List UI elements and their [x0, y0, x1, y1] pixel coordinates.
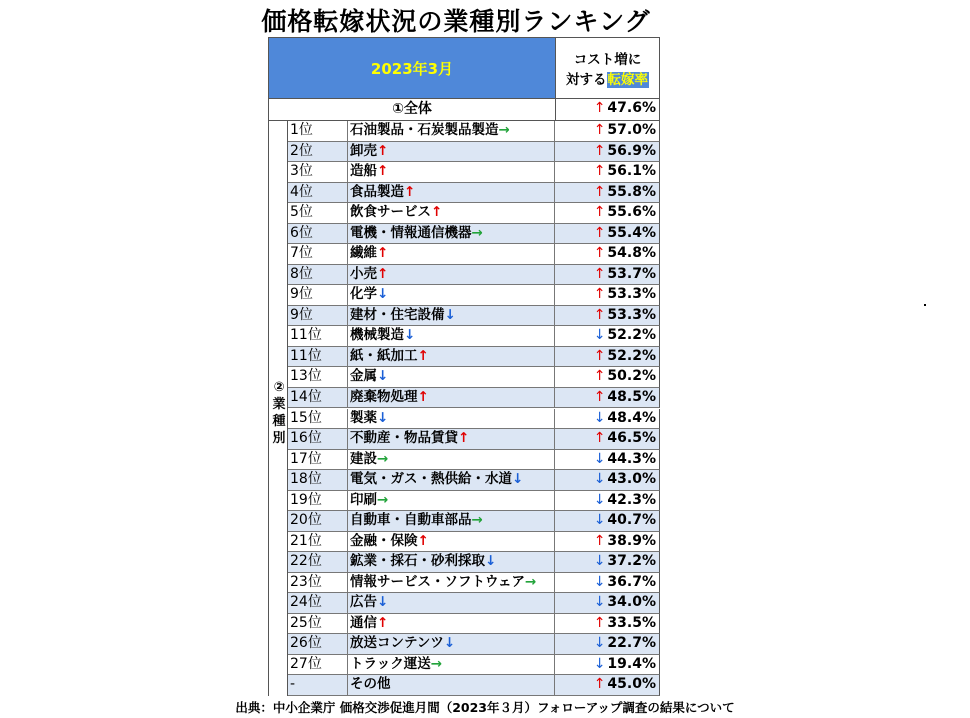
table-cell-rank: - [288, 675, 348, 696]
table-cell-rank: 2位 [288, 142, 348, 163]
table-cell-rank: 24位 [288, 593, 348, 614]
table-cell-value [555, 265, 660, 286]
table-cell-rank: 3位 [288, 162, 348, 183]
table-cell-rank: 21位 [288, 532, 348, 553]
table-cell-rank: 18位 [288, 470, 348, 491]
industry-trend-flat-icon: → [524, 573, 537, 590]
value-text: 40.7% [607, 512, 656, 529]
metric-header [555, 37, 660, 99]
table-cell-rank: 9位 [288, 306, 348, 327]
value-text: 45.0% [607, 676, 656, 693]
value-text: 42.3% [607, 491, 656, 508]
industry-name: 印刷 [350, 491, 377, 508]
table-cell-industry [348, 552, 555, 573]
table-cell-industry [348, 388, 555, 409]
value-trend-down-icon: ↓ [593, 491, 606, 508]
table-cell-value [555, 573, 660, 594]
value-trend-down-icon: ↓ [593, 409, 606, 426]
table-cell-rank: 26位 [288, 634, 348, 655]
value-text: 55.6% [607, 204, 656, 221]
industry-trend-up-icon: ↑ [377, 142, 389, 159]
industry-trend-up-icon: ↑ [404, 183, 416, 200]
value-trend-up-icon: ↑ [593, 347, 606, 364]
industry-name: 繊維 [350, 245, 377, 262]
table-cell-industry [348, 634, 555, 655]
table-cell-rank: 17位 [288, 450, 348, 471]
industry-name: 建設 [350, 450, 377, 467]
industry-trend-down-icon: ↓ [485, 553, 497, 570]
value-text: 34.0% [607, 594, 656, 611]
table-cell-industry [348, 675, 555, 696]
table-cell-value [555, 306, 660, 327]
value-text: 55.4% [607, 224, 656, 241]
table-cell-industry [348, 450, 555, 471]
industry-name: 機械製造 [350, 327, 404, 344]
value-text: 56.1% [607, 163, 656, 180]
value-trend-up-icon: ↑ [593, 368, 606, 385]
industry-name: 紙・紙加工 [350, 347, 418, 364]
value-trend-down-icon: ↓ [593, 573, 606, 590]
metric-header-prefix: 対する [566, 72, 607, 88]
overall-value: 47.6% [607, 100, 656, 116]
value-text: 46.5% [607, 430, 656, 447]
table-cell-rank: 20位 [288, 511, 348, 532]
page-title: 価格転嫁状況の業種別ランキング [261, 7, 651, 36]
value-text: 53.7% [607, 265, 656, 282]
industry-trend-down-icon: ↓ [377, 594, 389, 611]
table-cell-rank: 14位 [288, 388, 348, 409]
table-cell-industry [348, 409, 555, 430]
table-cell-value [555, 244, 660, 265]
value-text: 52.2% [607, 327, 656, 344]
industry-name: 電気・ガス・熱供給・水道 [350, 471, 512, 488]
value-trend-down-icon: ↓ [593, 450, 606, 467]
industry-name: 金属 [350, 368, 377, 385]
table-cell-rank: 15位 [288, 409, 348, 430]
table-cell-rank: 8位 [288, 265, 348, 286]
table-cell-rank: 11位 [288, 347, 348, 368]
industry-name: その他 [350, 676, 391, 693]
industry-name: 小売 [350, 265, 377, 282]
table-cell-rank: 27位 [288, 655, 348, 676]
industry-trend-up-icon: ↑ [417, 532, 429, 549]
table-cell-industry [348, 203, 555, 224]
stray-dot [924, 304, 926, 306]
table-cell-value [555, 162, 660, 183]
value-text: 33.5% [607, 614, 656, 631]
table-cell-industry [348, 655, 555, 676]
industry-trend-down-icon: ↓ [512, 471, 524, 488]
industry-trend-down-icon: ↓ [443, 635, 456, 652]
industry-trend-down-icon: ↓ [377, 286, 389, 303]
industry-trend-up-icon: ↑ [417, 388, 429, 405]
industry-side-label-column [268, 121, 288, 696]
value-text: 19.4% [607, 655, 656, 672]
industry-trend-down-icon: ↓ [377, 409, 389, 426]
table-cell-value [555, 655, 660, 676]
industry-trend-flat-icon: → [430, 655, 443, 672]
table-cell-rank: 6位 [288, 224, 348, 245]
industry-trend-flat-icon: → [471, 512, 483, 529]
table-cell-rank: 19位 [288, 491, 348, 512]
value-text: 55.8% [607, 183, 656, 200]
value-trend-down-icon: ↓ [593, 512, 606, 529]
value-text: 43.0% [607, 471, 656, 488]
table-cell-industry [348, 326, 555, 347]
table-cell-industry [348, 285, 555, 306]
table-cell-industry [348, 183, 555, 204]
value-text: 44.3% [607, 450, 656, 467]
table-cell-industry [348, 121, 555, 142]
value-text: 53.3% [607, 306, 656, 323]
table-cell-value [555, 532, 660, 553]
table-cell-value [555, 347, 660, 368]
table-cell-value [555, 429, 660, 450]
value-trend-up-icon: ↑ [593, 224, 606, 241]
value-text: 36.7% [607, 573, 656, 590]
table-cell-value [555, 409, 660, 430]
value-text: 48.5% [607, 388, 656, 405]
value-text: 57.0% [607, 122, 656, 138]
industry-name: 造船 [350, 163, 377, 180]
industry-trend-down-icon: ↓ [377, 368, 389, 385]
table-cell-value [555, 367, 660, 388]
industry-name: 鉱業・採石・砂利採取 [350, 553, 485, 570]
industry-trend-up-icon: ↑ [431, 204, 443, 221]
table-cell-industry [348, 429, 555, 450]
table-cell-value [555, 224, 660, 245]
industry-trend-down-icon: ↓ [444, 306, 456, 323]
overall-value-cell [555, 99, 660, 121]
table-cell-rank: 9位 [288, 285, 348, 306]
table-cell-industry [348, 532, 555, 553]
value-text: 50.2% [607, 368, 656, 385]
value-text: 54.8% [607, 245, 656, 262]
table-cell-value [555, 675, 660, 696]
table-cell-rank: 25位 [288, 614, 348, 635]
table-cell-industry [348, 142, 555, 163]
table-cell-value [555, 326, 660, 347]
industry-name: 自動車・自動車部品 [350, 512, 472, 529]
industry-trend-up-icon: ↑ [458, 430, 470, 447]
value-trend-up-icon: ↑ [593, 122, 606, 138]
value-text: 53.3% [607, 286, 656, 303]
value-trend-up-icon: ↑ [593, 306, 606, 323]
table-cell-industry [348, 593, 555, 614]
industry-name: 化学 [350, 286, 377, 303]
value-text: 38.9% [607, 532, 656, 549]
table-cell-value [555, 183, 660, 204]
industry-trend-flat-icon: → [377, 450, 389, 467]
table-cell-value [555, 634, 660, 655]
period-header-label: 2023年3月 [370, 60, 454, 78]
value-trend-up-icon: ↑ [593, 388, 606, 405]
source-note: 出典：中小企業庁 価格交渉促進月間（2023年３月）フォローアップ調査の結果について [235, 700, 735, 715]
value-trend-up-icon: ↑ [593, 614, 606, 631]
industry-name: 通信 [350, 614, 377, 631]
industry-trend-up-icon: ↑ [377, 245, 389, 262]
industry-name: 卸売 [350, 142, 377, 159]
value-text: 48.4% [607, 409, 656, 426]
value-text: 22.7% [607, 635, 656, 652]
value-trend-up-icon: ↑ [593, 286, 606, 303]
value-trend-down-icon: ↓ [593, 553, 606, 570]
value-trend-up-icon: ↑ [593, 430, 606, 447]
value-trend-up-icon: ↑ [593, 142, 606, 159]
industry-name: 食品製造 [350, 183, 404, 200]
table-cell-industry [348, 367, 555, 388]
industry-trend-up-icon: ↑ [417, 347, 429, 364]
value-text: 52.2% [607, 347, 656, 364]
table-cell-value [555, 203, 660, 224]
table-cell-value [555, 593, 660, 614]
table-cell-rank: 11位 [288, 326, 348, 347]
industry-name: 製薬 [350, 409, 377, 426]
value-trend-down-icon: ↓ [593, 471, 606, 488]
table-cell-rank: 5位 [288, 203, 348, 224]
value-text: 37.2% [607, 553, 656, 570]
industry-name: 飲食サービス [350, 204, 431, 221]
table-cell-industry [348, 162, 555, 183]
value-trend-up-icon: ↑ [593, 676, 606, 693]
overall-trend-icon: ↑ [593, 100, 606, 116]
value-trend-up-icon: ↑ [593, 245, 606, 262]
table-cell-industry [348, 614, 555, 635]
overall-label: ①全体 [268, 99, 556, 121]
value-trend-down-icon: ↓ [593, 635, 606, 652]
table-cell-value [555, 285, 660, 306]
table-cell-rank: 22位 [288, 552, 348, 573]
table-cell-value [555, 491, 660, 512]
industry-name: 金融・保険 [350, 532, 418, 549]
industry-trend-down-icon: ↓ [404, 327, 416, 344]
metric-header-highlight: 転嫁率 [607, 72, 648, 88]
table-cell-value [555, 121, 660, 142]
table-cell-industry [348, 244, 555, 265]
table-cell-industry [348, 511, 555, 532]
table-cell-rank: 23位 [288, 573, 348, 594]
industry-name: トラック運送 [350, 655, 431, 672]
table-cell-industry [348, 347, 555, 368]
table-cell-rank: 1位 [288, 121, 348, 142]
value-trend-down-icon: ↓ [593, 655, 606, 672]
industry-trend-up-icon: ↑ [377, 265, 389, 282]
value-trend-down-icon: ↓ [593, 594, 606, 611]
industry-trend-flat-icon: → [498, 122, 510, 138]
value-trend-up-icon: ↑ [593, 265, 606, 282]
table-cell-value [555, 388, 660, 409]
industry-trend-flat-icon: → [471, 224, 483, 241]
industry-name: 放送コンテンツ [350, 635, 444, 652]
table-cell-value [555, 552, 660, 573]
industry-name: 電機・情報通信機器 [350, 224, 472, 241]
value-trend-up-icon: ↑ [593, 532, 606, 549]
value-trend-up-icon: ↑ [593, 204, 606, 221]
value-trend-down-icon: ↓ [593, 327, 606, 344]
industry-name: 情報サービス・ソフトウェア [350, 573, 525, 590]
table-cell-value [555, 470, 660, 491]
metric-header-line2 [556, 68, 659, 88]
table-cell-industry [348, 306, 555, 327]
table-cell-value [555, 142, 660, 163]
table-cell-industry [348, 573, 555, 594]
table-cell-rank: 4位 [288, 183, 348, 204]
table-cell-industry [348, 224, 555, 245]
table-cell-value [555, 511, 660, 532]
table-cell-rank: 16位 [288, 429, 348, 450]
industry-name: 不動産・物品賃貸 [350, 430, 458, 447]
value-text: 56.9% [607, 142, 656, 159]
industry-name: 広告 [350, 594, 377, 611]
industry-trend-up-icon: ↑ [377, 163, 389, 180]
table-cell-industry [348, 470, 555, 491]
industry-trend-up-icon: ↑ [377, 614, 389, 631]
table-cell-value [555, 450, 660, 471]
industry-name: 建材・住宅設備 [350, 306, 445, 323]
industry-name: 廃棄物処理 [350, 388, 418, 405]
table-cell-rank: 7位 [288, 244, 348, 265]
industry-trend-flat-icon: → [377, 491, 389, 508]
period-header [268, 37, 556, 99]
metric-header-line1: コスト増に [573, 52, 642, 68]
table-cell-industry [348, 491, 555, 512]
value-trend-up-icon: ↑ [593, 163, 606, 180]
value-trend-up-icon: ↑ [593, 183, 606, 200]
industry-side-label: ② 業 種 別 [272, 380, 286, 446]
table-cell-industry [348, 265, 555, 286]
industry-name: 石油製品・石炭製品製造 [350, 122, 499, 138]
table-cell-rank: 13位 [288, 367, 348, 388]
table-cell-value [555, 614, 660, 635]
